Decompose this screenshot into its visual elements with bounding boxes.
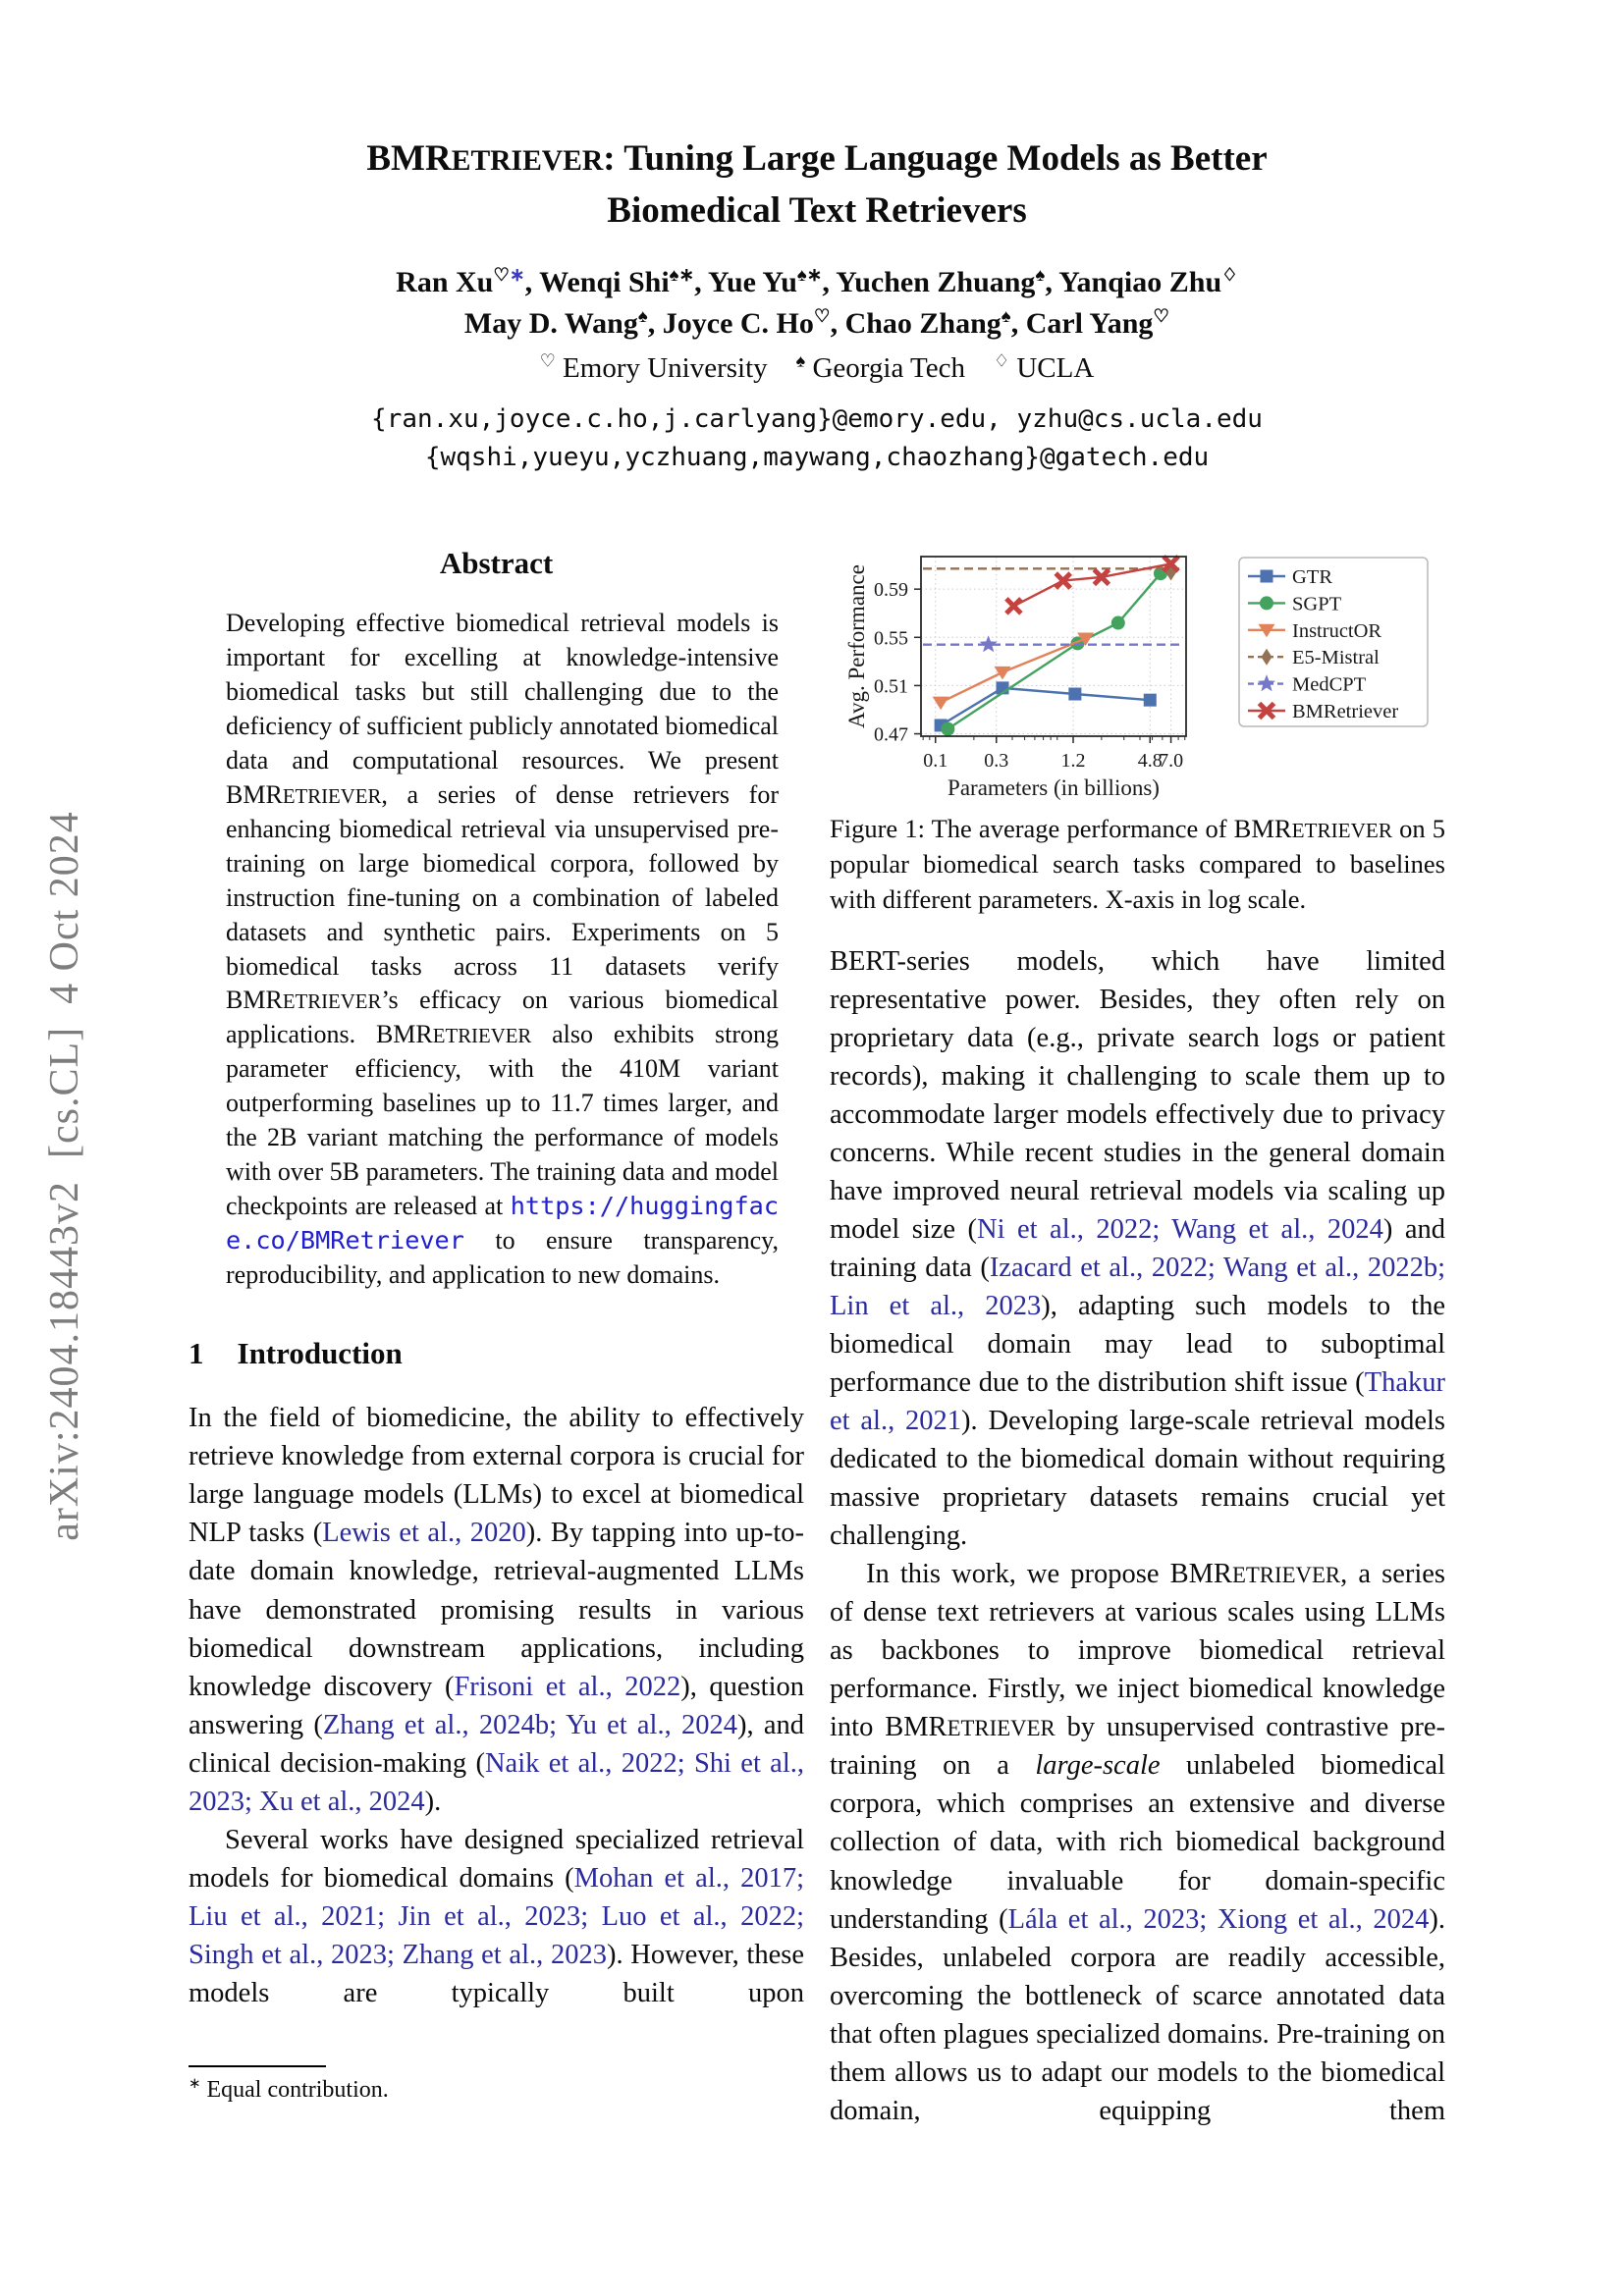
text-segment: Emory University <box>555 352 796 385</box>
text-segment: ♠∗ <box>796 265 823 287</box>
text-segment: also exhibits strong parameter efficiency, with the 410M variant outperforming baselines up to 11.7 times larger, and the 2B variant matching the performance of models with over 5B parameters. The training data and model checkpoints are released at <box>226 1020 780 1221</box>
citation-link[interactable]: Frisoni et al., 2022 <box>454 1671 681 1702</box>
text-segment: ♠ <box>1001 306 1011 328</box>
series-BMRetriever <box>1006 557 1178 614</box>
text-segment: ETRIEVER <box>432 1025 532 1048</box>
text-segment: BERT-series models, which have limited representative power. Besides, they often rely on proprietary data (e.g., private search logs or patient records), making it challenging to scale them up to accommodate larger models effectively due to privacy concerns. While recent studies in the general domain have improved neural retrieval models via scaling up model size ( <box>830 945 1445 1245</box>
text-segment: ETRIEVER <box>451 145 604 177</box>
text-segment: UCLA <box>1009 352 1095 385</box>
text-segment: Ran Xu <box>396 266 494 299</box>
text-segment: ♢ <box>994 350 1010 371</box>
footnote-text: Equal contribution. <box>206 2077 389 2103</box>
text-segment: ♢ <box>1221 265 1238 287</box>
axes <box>844 564 1185 800</box>
citation-link[interactable]: Naik et al., 2022; Shi et al., 2023; Xu et al., 2024 <box>189 1747 804 1817</box>
text-segment: Georgia Tech <box>805 352 994 385</box>
paper-title <box>287 133 1347 237</box>
text-segment: Figure 1: The average performance of BMR <box>830 813 1292 843</box>
intro-paragraph-2 <box>189 1821 804 2012</box>
intro-paragraph-1 <box>189 1399 804 1820</box>
abstract-heading: Abstract <box>439 545 554 580</box>
text-segment: unlabeled biomedical corpora, which comprises an extensive and diverse collection of data, with rich biomedical background knowledge invaluable for domain-specific understanding ( <box>830 1750 1445 1935</box>
url-link[interactable]: https://huggingface.co/BMRetriever <box>226 1192 779 1255</box>
svg-text:Avg. Performance: Avg. Performance <box>844 563 869 728</box>
text-segment: Several works have designed specialized retrieval models for biomedical domains ( <box>189 1824 804 1894</box>
text-segment: ) and training data ( <box>830 1213 1445 1283</box>
text-segment: In this work, we propose BMR <box>866 1559 1232 1590</box>
svg-text:GTR: GTR <box>1292 565 1332 588</box>
text-segment: ’s efficacy on various biomedical applications. BMR <box>226 986 779 1049</box>
author-line-1 <box>189 262 1445 303</box>
chart-legend <box>1239 558 1428 726</box>
series-E5-Mistral <box>923 563 1184 580</box>
plot-frame <box>921 557 1186 736</box>
text-segment: ETRIEVER <box>1231 1563 1341 1588</box>
text-segment: ♠∗ <box>669 265 695 287</box>
text-segment: ETRIEVER <box>282 990 382 1014</box>
rc-paragraph-1 <box>830 942 1445 1556</box>
text-segment: ♡ <box>493 265 511 287</box>
text-segment: ♠ <box>795 350 806 371</box>
svg-text:0.3: 0.3 <box>984 749 1009 772</box>
footnote-line <box>189 2077 797 2104</box>
text-segment: ETRIEVER <box>947 1716 1056 1741</box>
text-segment: ETRIEVER <box>1291 818 1392 842</box>
svg-text:0.55: 0.55 <box>874 626 908 649</box>
figure1-caption <box>830 811 1445 917</box>
two-column-body <box>189 524 1445 2130</box>
svg-text:BMRetriever: BMRetriever <box>1292 700 1399 722</box>
figure-1 <box>830 528 1445 917</box>
text-segment: to ensure transparency, reproducibility, and application to new domains. <box>226 1226 779 1290</box>
citation-link[interactable]: Mohan et al., 2017; Liu et al., 2021; Jin et al., 2023; Luo et al., 2022; Singh et al., 2023; Zhang et al., 2023 <box>189 1862 805 1970</box>
svg-text:E5-Mistral: E5-Mistral <box>1292 646 1380 668</box>
citation-link[interactable]: Izacard et al., 2022; Wang et al., 2022b; Lin et al., 2023 <box>830 1253 1445 1322</box>
email-line-2: {wqshi,yueyu,yczhuang,maywang,chaozhang}@gatech.edu <box>424 442 1210 472</box>
footnote-marker: ∗ <box>189 2076 201 2092</box>
section-title: Introduction <box>237 1336 403 1371</box>
text-segment: , a series of dense text retrievers at various scales using LLMs as backbones to improve biomedical retrieval performance. Firstly, we inject biomedical knowledge into BMR <box>830 1559 1445 1743</box>
citation-link[interactable]: Thakur et al., 2021 <box>830 1367 1445 1437</box>
text-segment: ♠ <box>1035 265 1046 287</box>
text-segment: ). Besides, unlabeled corpora are readily accessible, overcoming the bottleneck of scarce annotated data that often plagues specialized domains. Pre-training on them allows us to adapt our models to the biomedical domain, equipping them <box>830 1903 1445 2126</box>
arxiv-banner: arXiv:2404.18443v2 [cs.CL] 4 Oct 2024 <box>42 811 87 1541</box>
text-segment: , Yanqiao Zhu <box>1045 266 1222 299</box>
text-segment: ∗ <box>510 265 525 287</box>
text-segment: ♡ <box>1153 306 1170 328</box>
text-segment: ). However, these models are typically built upon <box>189 1939 804 2008</box>
footnote <box>189 2065 797 2104</box>
abstract-body <box>226 607 779 1294</box>
text-segment: ♡ <box>813 306 831 328</box>
figure1-chart <box>830 528 1445 801</box>
text-segment: May D. Wang <box>463 307 638 341</box>
footnote-rule <box>189 2065 326 2067</box>
right-column <box>830 524 1445 2130</box>
text-segment: In the field of biomedicine, the ability to effectively retrieve knowledge from external corpora is crucial for large language models (LLMs) to excel at biomedical NLP tasks ( <box>189 1403 804 1549</box>
email-line-1: {ran.xu,joyce.c.ho,j.carlyang}@emory.edu, yzhu@cs.ucla.edu <box>371 403 1263 434</box>
svg-text:0.1: 0.1 <box>923 749 948 772</box>
svg-text:0.59: 0.59 <box>874 578 908 601</box>
author-line-2 <box>189 303 1445 345</box>
text-segment: , Yuchen Zhuang <box>822 266 1036 299</box>
paper-content <box>189 133 1445 2130</box>
text-segment: , Wenqi Shi <box>524 266 670 299</box>
text-segment: ♠ <box>637 306 648 328</box>
svg-text:7.0: 7.0 <box>1159 749 1184 772</box>
section-1-heading <box>189 1336 804 1371</box>
svg-text:InstructOR: InstructOR <box>1292 619 1382 642</box>
text-segment: ETRIEVER <box>282 784 382 808</box>
text-segment: , Yue Yu <box>694 266 797 299</box>
text-segment: , Chao Zhang <box>830 307 1001 341</box>
text-segment: , a series of dense retrievers for enhancing biomedical retrieval via unsupervised pre-training on large biomedical corpora, followed by instruction fine-tuning on a combination of labeled datasets and synthetic pairs. Experiments on 5 biomedical tasks across 11 datasets verify BMR <box>226 779 779 1015</box>
text-segment: ), and clinical decision-making ( <box>189 1709 804 1779</box>
text-segment: ). By tapping into up-to-date domain knowledge, retrieval-augmented LLMs have demonstrated promising results in various biomedical downstream applications, including knowledge discovery ( <box>189 1518 804 1702</box>
text-segment: BMR <box>366 138 452 179</box>
citation-link[interactable]: Lewis et al., 2020 <box>322 1518 526 1549</box>
svg-text:0.51: 0.51 <box>874 675 908 698</box>
svg-text:MedCPT: MedCPT <box>1292 673 1367 696</box>
text-segment: ), adapting such models to the biomedical domain may lead to suboptimal performance due to the distribution shift issue ( <box>830 1291 1445 1399</box>
text-segment: Developing effective biomedical retrieval models is important for excelling at knowledge-intensive biomedical tasks but still challenging due to the deficiency of sufficient publicly annotated biomedical data and computational resources. We present BMR <box>226 608 779 809</box>
citation-link[interactable]: Lála et al., 2023; Xiong et al., 2024 <box>1007 1903 1430 1935</box>
text-segment: , Joyce C. Ho <box>647 307 814 341</box>
svg-text:0.47: 0.47 <box>874 723 908 746</box>
text-segment: ), question answering ( <box>189 1671 805 1740</box>
left-column <box>189 524 804 2130</box>
citation-link[interactable]: Zhang et al., 2024b; Yu et al., 2024 <box>322 1709 737 1740</box>
svg-text:SGPT: SGPT <box>1292 593 1342 615</box>
rc-paragraph-2 <box>830 1555 1445 2129</box>
text-segment: ). <box>424 1786 442 1817</box>
section-number: 1 <box>189 1336 204 1371</box>
text-segment: on 5 popular biomedical search tasks compared to baselines with different parameters. X-axis in log scale. <box>830 813 1446 914</box>
text-segment: ). Developing large-scale retrieval models dedicated to the biomedical domain without requiring massive proprietary datasets remains crucial yet challenging. <box>830 1406 1445 1552</box>
citation-link[interactable]: Ni et al., 2022; Wang et al., 2024 <box>977 1213 1383 1245</box>
affiliations <box>189 348 1445 389</box>
text-segment: : Tuning Large Language Models as Better Biomedical Text Retrievers <box>603 138 1268 231</box>
gridlines <box>921 557 1186 736</box>
svg-text:1.2: 1.2 <box>1060 749 1086 772</box>
text-segment: ♡ <box>539 350 556 371</box>
svg-text:4.8: 4.8 <box>1137 749 1163 772</box>
text-segment: by unsupervised contrastive pre-training on a <box>830 1712 1445 1782</box>
text-segment: , Carl Yang <box>1010 307 1154 341</box>
svg-text:Parameters (in billions): Parameters (in billions) <box>947 774 1160 800</box>
text-segment: large-scale <box>1035 1750 1161 1782</box>
